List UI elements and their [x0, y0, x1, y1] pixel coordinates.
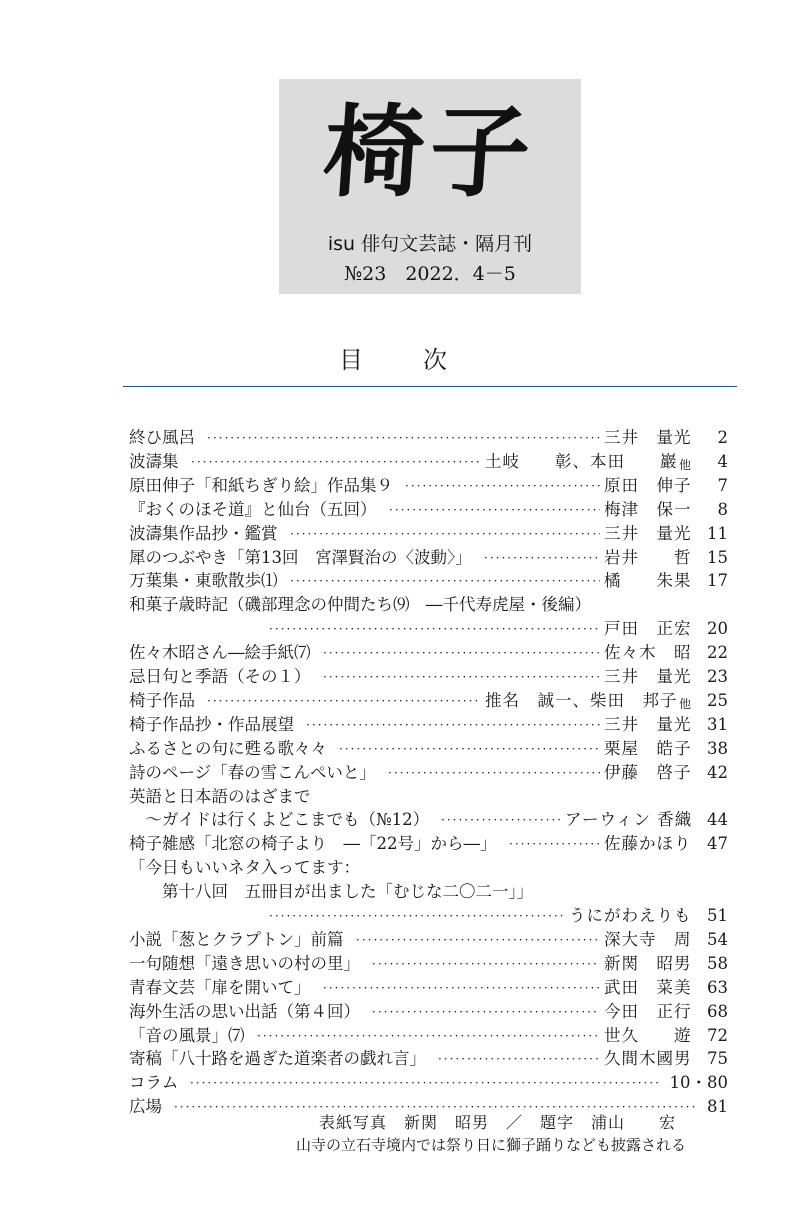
- toc-title: 波濤集: [129, 451, 179, 471]
- toc-author-suffix: 他: [679, 696, 693, 711]
- toc-row[interactable]: [129, 737, 728, 761]
- toc-author: 三井 量光: [604, 428, 692, 447]
- leader-dots: [339, 737, 600, 761]
- toc-author: 佐々木 昭: [604, 643, 692, 663]
- toc-title: 佐々木昭さん―絵手紙⑺: [129, 643, 311, 663]
- leader-dots: [441, 808, 561, 832]
- toc-row[interactable]: [129, 522, 728, 546]
- toc-row[interactable]: [129, 474, 728, 498]
- toc-row[interactable]: [129, 808, 728, 832]
- toc-row[interactable]: [129, 785, 728, 809]
- leader-dots: [372, 1000, 600, 1024]
- toc-author: 世久 遊: [604, 1025, 692, 1045]
- toc-author: 今田 正行: [604, 1001, 692, 1021]
- toc-row[interactable]: [129, 617, 728, 641]
- toc-page: 15: [707, 547, 728, 567]
- toc-title: 万葉集・東歌散歩⑴: [129, 571, 278, 591]
- toc-author: 土岐 彰、本田 巖: [485, 451, 678, 471]
- toc-row[interactable]: [129, 904, 728, 928]
- toc-page: 54: [707, 929, 728, 949]
- toc-page: 17: [707, 571, 728, 591]
- toc-title: 青春文芸「扉を開いて」: [129, 977, 311, 997]
- toc-row[interactable]: [129, 928, 728, 952]
- leader-dots: [290, 522, 600, 546]
- toc-author: 武田 菜美: [604, 977, 692, 997]
- leader-dots: [389, 498, 600, 522]
- leader-dots: [405, 474, 600, 498]
- toc-page: 38: [707, 738, 728, 758]
- toc-author: 三井 量光: [604, 667, 692, 686]
- leader-dots: [484, 546, 600, 570]
- toc-author: 岩井 哲: [604, 547, 692, 567]
- toc-author: 三井 量光: [604, 523, 692, 543]
- toc-title: 第十八回 五冊目が出ました「むじな二〇二一」」: [129, 882, 534, 902]
- leader-dots: [509, 832, 600, 856]
- leader-dots: [257, 1024, 600, 1048]
- toc-row[interactable]: [129, 880, 728, 904]
- cover-box: [279, 79, 581, 294]
- toc-row[interactable]: [129, 641, 728, 665]
- toc-page: 72: [707, 1025, 728, 1045]
- toc-page: 10・80: [669, 1073, 728, 1093]
- toc-page: 20: [707, 619, 728, 639]
- toc-title: 和菓子歳時記（磯部理念の仲間たち⑼ ―千代寿虎屋・後編）: [129, 595, 591, 615]
- toc-title: 忌日句と季語（その１）: [129, 667, 311, 686]
- toc-row[interactable]: [129, 1024, 728, 1048]
- toc-title: 海外生活の思い出話（第４回）: [129, 1001, 360, 1021]
- toc-page: 2: [717, 428, 728, 447]
- toc-page: 4: [717, 451, 728, 471]
- issue-number: №23 2022．4－5: [344, 263, 516, 285]
- magazine-logo: 椅子: [319, 93, 541, 211]
- leader-dots: [323, 641, 600, 665]
- toc-row[interactable]: [129, 713, 728, 737]
- toc-title: 『おくのほそ道』と仙台（五回）: [129, 499, 377, 519]
- toc-row[interactable]: [129, 426, 728, 450]
- toc-title: 小説「葱とクラプトン」前篇: [129, 929, 344, 949]
- toc-title: 〜ガイドは行くよどこまでも（№12）: [129, 810, 430, 830]
- toc-title: コラム: [129, 1073, 179, 1093]
- toc-row[interactable]: [129, 665, 728, 689]
- magazine-subtitle: isu 俳句文芸誌・隔月刊: [327, 233, 533, 255]
- toc-title: 寄稿「八十路を過ぎた道楽者の戯れ言」: [129, 1049, 426, 1069]
- leader-dots: [190, 1071, 659, 1095]
- cover-credit: 表紙写真 新関 昭男 ／ 題字 浦山 宏: [319, 1113, 677, 1132]
- toc-title: 椅子作品: [129, 690, 195, 710]
- toc-author: 深大寺 周: [604, 929, 692, 949]
- toc-author: 原田 伸子: [604, 475, 692, 495]
- toc-title: 詩のページ「春の雪こんぺいと」: [129, 762, 376, 782]
- toc-title: 英語と日本語のはざまで: [129, 786, 311, 806]
- toc-author: 梅津 保一: [604, 499, 692, 519]
- toc-title: 波濤集作品抄・鑑賞: [129, 523, 278, 543]
- toc-author: 佐藤かほり: [604, 834, 692, 854]
- leader-dots: [191, 450, 481, 474]
- leader-dots: [388, 761, 600, 785]
- toc-author: 久間木國男: [604, 1049, 692, 1069]
- toc-author: 戸田 正宏: [604, 619, 692, 639]
- toc-row[interactable]: [129, 761, 728, 785]
- toc-author: うにがわえりも: [569, 906, 692, 925]
- toc-heading: 目 次: [339, 346, 465, 374]
- toc-row[interactable]: [129, 689, 728, 713]
- toc-title: ふるさとの句に甦る歌々々: [129, 738, 327, 758]
- toc-page: 68: [707, 1001, 728, 1021]
- toc-page: 8: [717, 499, 728, 519]
- toc-title: 原田伸子「和紙ちぎり絵」作品集９: [129, 475, 393, 495]
- toc-page: 81: [707, 1097, 728, 1117]
- toc-title: 終ひ風呂: [129, 428, 195, 447]
- toc-row[interactable]: [129, 952, 728, 976]
- toc-author: 橘 朱果: [604, 571, 692, 591]
- toc-page: 25: [707, 690, 728, 710]
- toc-row[interactable]: [129, 1047, 728, 1071]
- toc-page: 47: [707, 834, 728, 854]
- toc-title: 「今日もいいネタ入ってます：: [129, 858, 360, 878]
- toc-author: 新関 昭男: [604, 953, 692, 973]
- toc-row[interactable]: [129, 569, 728, 593]
- leader-dots: [356, 928, 600, 952]
- toc-row[interactable]: [129, 593, 728, 617]
- toc-row[interactable]: [129, 976, 728, 1000]
- toc-page: 23: [707, 667, 728, 686]
- toc-title: 一句随想「遠き思いの村の里」: [129, 953, 360, 973]
- toc-author-suffix: 他: [679, 457, 693, 472]
- leader-dots: [269, 617, 600, 641]
- leader-dots: [290, 569, 600, 593]
- divider: [123, 386, 737, 387]
- leader-dots: [372, 952, 600, 976]
- toc-author: 推名 誠一、柴田 邦子: [485, 690, 678, 710]
- toc-row[interactable]: [129, 450, 728, 474]
- toc-page: 42: [707, 762, 728, 782]
- toc-title: 「音の風景」⑺: [129, 1025, 245, 1045]
- toc-row[interactable]: [129, 832, 728, 856]
- leader-dots: [323, 976, 600, 1000]
- toc-author: アーウィン 香織: [565, 810, 693, 830]
- toc-title: 犀のつぶやき「第13回 宮澤賢治の〈波動〉」: [129, 547, 472, 567]
- toc-author: 伊藤 啓子: [604, 762, 692, 782]
- toc-title: 広場: [129, 1097, 162, 1117]
- toc-title: 椅子雑感「北窓の椅子より ―「22号」から―」: [129, 834, 497, 854]
- leader-dots: [207, 689, 481, 713]
- toc-page: 58: [707, 953, 728, 973]
- toc-page: 44: [707, 810, 728, 830]
- toc-page: 51: [707, 906, 728, 925]
- toc-row[interactable]: [129, 1000, 728, 1024]
- toc-row[interactable]: [129, 498, 728, 522]
- toc-page: 11: [707, 523, 728, 543]
- toc-page: 31: [707, 714, 728, 734]
- leader-dots: [207, 426, 600, 450]
- leader-dots: [438, 1047, 600, 1071]
- toc-title: 椅子作品抄・作品展望: [129, 714, 294, 734]
- toc-row[interactable]: [129, 856, 728, 880]
- leader-dots: [323, 665, 600, 689]
- toc-page: 22: [707, 643, 728, 663]
- leader-dots: [269, 904, 565, 928]
- leader-dots: [306, 713, 600, 737]
- toc-page: 63: [707, 977, 728, 997]
- toc-page: 75: [707, 1049, 728, 1069]
- toc-author: 三井 量光: [604, 714, 692, 734]
- toc-row[interactable]: [129, 1071, 728, 1095]
- cover-caption: 山寺の立石寺境内では祭り日に獅子踊りなども披露される: [296, 1136, 687, 1154]
- toc-author: 栗屋 皓子: [604, 738, 692, 758]
- toc-page: 7: [717, 475, 728, 495]
- toc-row[interactable]: [129, 546, 728, 570]
